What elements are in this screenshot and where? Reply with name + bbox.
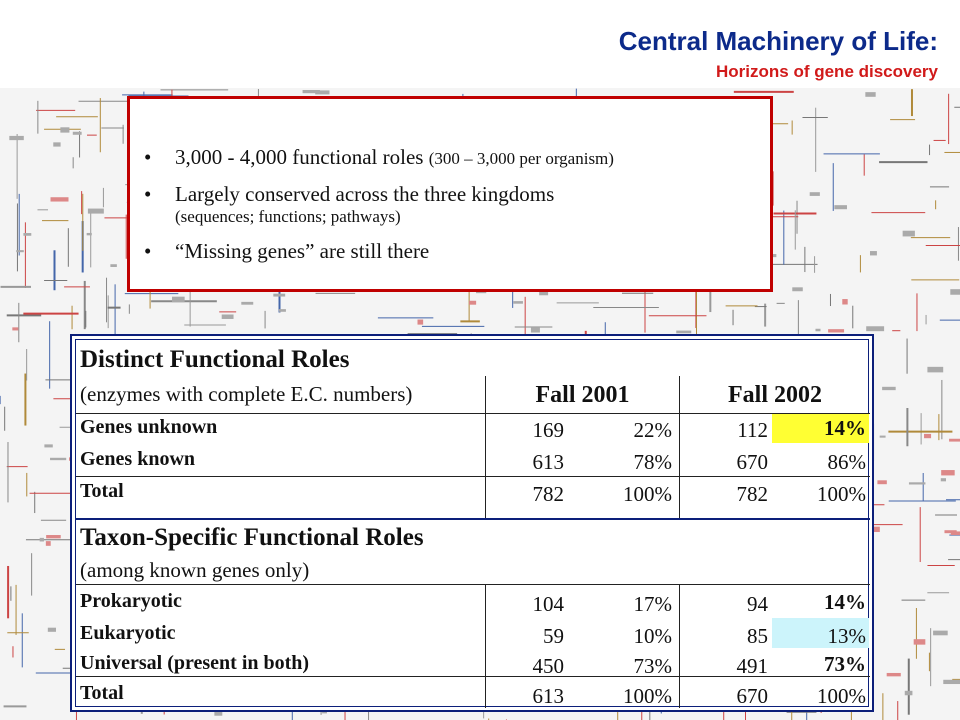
map-node (273, 294, 285, 297)
map-node (943, 680, 960, 684)
map-node (40, 538, 44, 542)
summary-callout (127, 96, 773, 292)
column-header-fall-2002: Fall 2002 (728, 382, 822, 408)
map-node (880, 436, 886, 438)
map-node (222, 314, 234, 318)
slide-subtitle: Horizons of gene discovery (716, 62, 938, 81)
map-node (927, 367, 943, 373)
section-note-ec: (enzymes with complete E.C. numbers) (80, 382, 413, 406)
map-node (810, 192, 820, 196)
map-node (50, 458, 66, 460)
map-node (877, 480, 886, 484)
map-node (815, 329, 820, 331)
map-node (865, 92, 875, 97)
map-node (172, 297, 185, 303)
map-node (418, 320, 424, 325)
bullet-conserved: • Largely conserved across the three kingdoms (sequences; functions; pathways) (144, 182, 555, 226)
map-node (834, 205, 847, 209)
map-node (16, 250, 24, 252)
map-node (241, 302, 253, 305)
map-node (914, 639, 926, 644)
map-node (828, 329, 844, 332)
map-node (279, 309, 286, 312)
map-node (46, 535, 61, 538)
functional-roles-table: Distinct Functional Roles (enzymes with complete E.C. numbers) Fall 2001 Fall 2002 Genes unknown 169 22% 112 14% Genes known 613 78% 670 86% Total 782 100% 782 100% Taxon-Specific Functional Roles (among known genes only) Prokaryotic 104 17% 94 14% Eukaryotic 59 10% 85 13% Universal (present in both) 450 73% 491 73% Total 613 100% 670 100% (70, 334, 874, 712)
map-node (866, 326, 884, 331)
bullet-missing-genes: • “Missing genes” are still there (144, 239, 430, 263)
map-node (48, 628, 56, 632)
slide-title: Central Machinery of Life: (618, 26, 938, 56)
bullet-functional-roles: • 3,000 - 4,000 functional roles (300 – 3,000 per organism) (144, 145, 614, 169)
map-node (903, 231, 915, 237)
map-node (792, 287, 803, 291)
map-node (842, 299, 847, 304)
map-node (53, 142, 60, 146)
map-node (51, 197, 69, 201)
map-node (870, 251, 877, 255)
map-node (73, 132, 82, 135)
map-node (9, 136, 23, 140)
section-note-known-genes: (among known genes only) (80, 558, 310, 582)
map-node (44, 444, 52, 447)
map-node (941, 470, 954, 475)
map-node (12, 327, 18, 330)
column-header-fall-2001: Fall 2001 (535, 382, 630, 408)
bullet-dot-icon: • (144, 145, 152, 169)
summary-bullets (144, 145, 756, 263)
map-node (909, 482, 925, 484)
map-node (88, 209, 104, 214)
map-node (887, 673, 901, 676)
map-node (905, 691, 913, 695)
bullet-dot-icon: • (144, 239, 152, 263)
map-node (676, 331, 691, 334)
section-title-taxon-specific: Taxon-Specific Functional Roles (80, 524, 424, 551)
bullet-dot-icon: • (144, 182, 152, 206)
map-node (882, 387, 896, 390)
map-node (924, 434, 931, 438)
map-node (303, 90, 320, 93)
map-node (469, 301, 476, 305)
map-node (23, 233, 31, 236)
map-node (87, 233, 92, 235)
section-title-distinct-roles: Distinct Functional Roles (80, 346, 350, 373)
map-node (933, 631, 948, 636)
map-node (60, 127, 69, 132)
map-node (944, 530, 956, 533)
map-node (531, 327, 540, 332)
map-node (513, 301, 523, 304)
map-node (950, 289, 960, 295)
map-node (941, 478, 946, 481)
map-node (110, 264, 116, 267)
map-node (46, 541, 51, 546)
map-node (949, 439, 960, 442)
